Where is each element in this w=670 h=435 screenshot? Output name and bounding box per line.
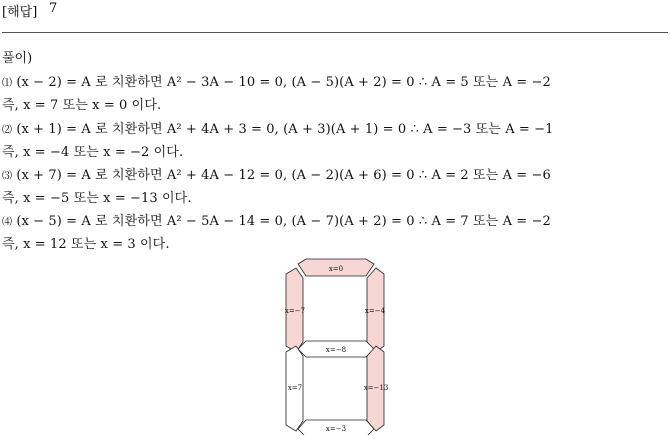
solution-title: 풀이) [2, 51, 33, 66]
answer-value: 7 [49, 1, 58, 16]
part-1-text-1: (x − 2) = A 로 치환하면 A² − 3A − 10 = 0, (A − 5)(A + 2) = 0 ∴ A = 5 또는 A = −2 [16, 75, 551, 90]
part-4-marker: ⑷ [2, 217, 13, 228]
segment-top-label: x=0 [328, 265, 344, 273]
segment-middle-label: x=−8 [325, 346, 347, 354]
segment-top-left-label: x=−7 [284, 307, 306, 315]
answer-label: [해답] [2, 5, 38, 20]
segment-bottom-left-label: x=7 [287, 384, 303, 392]
segment-bottom-right-label: x=−13 [363, 384, 389, 392]
part-1-marker: ⑴ [2, 78, 13, 89]
segment-bottom-label: x=−3 [325, 425, 347, 433]
part-2-text-1: (x + 1) = A 로 치환하면 A² + 4A + 3 = 0, (A + 3)(A + 1) = 0 ∴ A = −3 또는 A = −1 [16, 122, 554, 137]
part-4-line-2: 즉, x = 12 또는 x = 3 이다. [2, 237, 170, 252]
part-3-marker: ⑶ [2, 171, 13, 182]
part-3-line-2: 즉, x = −5 또는 x = −13 이다. [2, 191, 192, 206]
part-3-text-1: (x + 7) = A 로 치환하면 A² + 4A − 12 = 0, (A − 2)(A + 6) = 0 ∴ A = 2 또는 A = −6 [16, 168, 551, 183]
part-2-marker: ⑵ [2, 125, 13, 136]
part-4-text-1: (x − 5) = A 로 치환하면 A² − 5A − 14 = 0, (A − 7)(A + 2) = 0 ∴ A = 7 또는 A = −2 [16, 214, 551, 229]
part-2-line-2: 즉, x = −4 또는 x = −2 이다. [2, 145, 184, 160]
segment-top-right-label: x=−4 [364, 307, 386, 315]
part-1-line-2: 즉, x = 7 또는 x = 0 이다. [2, 98, 162, 113]
